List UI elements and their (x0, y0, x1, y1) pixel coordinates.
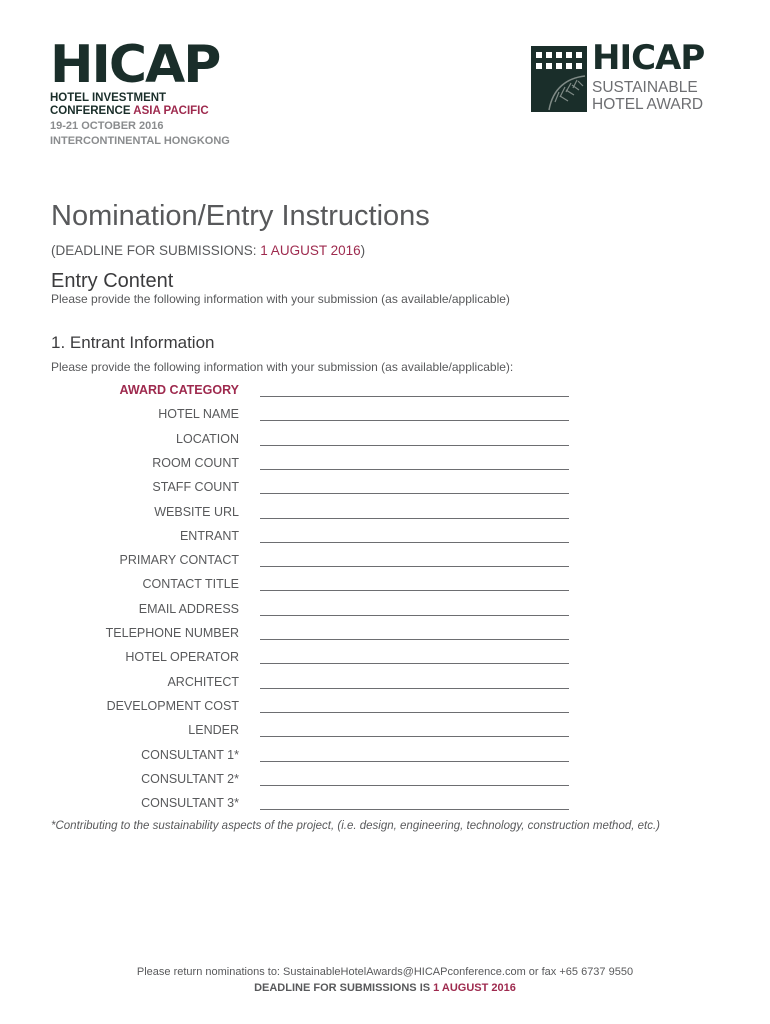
deadline-suffix: ) (360, 243, 366, 258)
field-input-lender[interactable] (260, 736, 569, 737)
field-label-staff-count: STAFF COUNT (152, 480, 239, 495)
event-dates: 19-21 OCTOBER 2016 (50, 120, 164, 132)
logo-tagline-line2 (50, 105, 230, 118)
entrant-information-subtext: Please provide the following information with your submission (as available/applicable): (51, 360, 514, 374)
field-input-consultant-3[interactable] (260, 809, 569, 810)
field-label-email-address: EMAIL ADDRESS (138, 601, 239, 616)
logo-tagline-main: CONFERENCE (50, 104, 131, 117)
field-input-primary-contact[interactable] (260, 566, 569, 567)
logo-tagline-line1: HOTEL INVESTMENT (50, 92, 167, 104)
field-input-room-count[interactable] (260, 469, 569, 470)
deadline-date: 1 AUGUST 2016 (260, 243, 361, 258)
footer-deadline-date: 1 AUGUST 2016 (433, 982, 516, 994)
field-input-email-address[interactable] (260, 615, 569, 616)
entrant-information-heading: 1. Entrant Information (51, 333, 215, 352)
hicap-logo (50, 35, 230, 149)
field-input-hotel-operator[interactable] (260, 663, 569, 664)
field-input-consultant-1[interactable] (260, 761, 569, 762)
field-input-staff-count[interactable] (260, 493, 569, 494)
field-label-architect: ARCHITECT (167, 674, 239, 689)
field-label-hotel-operator: HOTEL OPERATOR (125, 650, 239, 665)
award-line-1: SUSTAINABLE (592, 79, 698, 96)
footer-deadline-prefix: DEADLINE FOR SUBMISSIONS IS (254, 982, 434, 994)
field-label-entrant: ENTRANT (179, 528, 239, 543)
building-icon (531, 46, 587, 112)
sustainable-hotel-award-logo (531, 38, 731, 116)
field-input-entrant[interactable] (260, 542, 569, 543)
page-title: Nomination/Entry Instructions (51, 200, 430, 232)
field-label-contact-title: CONTACT TITLE (142, 577, 239, 592)
field-label-lender: LENDER (188, 723, 239, 738)
field-label-room-count: ROOM COUNT (152, 455, 239, 470)
entry-content-subtext: Please provide the following information with your submission (as available/applicable) (51, 292, 510, 306)
field-input-telephone-number[interactable] (260, 639, 569, 640)
field-input-architect[interactable] (260, 688, 569, 689)
field-input-development-cost[interactable] (260, 712, 569, 713)
hicap-logo-word: HICAP (50, 35, 220, 95)
deadline-prefix: (DEADLINE FOR SUBMISSIONS: (51, 243, 261, 258)
field-label-website-url: WEBSITE URL (154, 504, 239, 519)
field-input-contact-title[interactable] (260, 590, 569, 591)
field-label-consultant-3: CONSULTANT 3* (141, 796, 239, 811)
field-label-hotel-name: HOTEL NAME (158, 407, 239, 422)
field-label-consultant-2: CONSULTANT 2* (141, 771, 239, 786)
footer-deadline (0, 982, 770, 994)
deadline-notice (51, 243, 365, 258)
logo-tagline-accent: ASIA PACIFIC (133, 104, 209, 117)
field-label-consultant-1: CONSULTANT 1* (141, 747, 239, 762)
field-input-consultant-2[interactable] (260, 785, 569, 786)
field-input-hotel-name[interactable] (260, 420, 569, 421)
field-label-award-category: AWARD CATEGORY (119, 383, 239, 397)
field-label-telephone-number: TELEPHONE NUMBER (105, 626, 239, 640)
event-venue: INTERCONTINENTAL HONGKONG (50, 135, 230, 147)
field-input-award-category[interactable] (260, 396, 569, 397)
return-instructions: Please return nominations to: SustainableHotelAwards@HICAPconference.com or fax +65 6737 9550 (136, 966, 634, 978)
entry-content-heading: Entry Content (51, 270, 174, 292)
field-label-development-cost: DEVELOPMENT COST (106, 698, 239, 713)
award-line-2: HOTEL AWARD (592, 96, 704, 113)
field-input-website-url[interactable] (260, 518, 569, 519)
field-input-location[interactable] (260, 445, 569, 446)
consultant-footnote: *Contributing to the sustainability aspects of the project, (i.e. design, engineering, technology, construction method, etc.) (51, 820, 660, 832)
award-logo-word: HICAP (592, 38, 705, 78)
leaf-icon (545, 74, 587, 112)
field-label-primary-contact: PRIMARY CONTACT (119, 553, 239, 568)
field-label-location: LOCATION (176, 431, 239, 446)
